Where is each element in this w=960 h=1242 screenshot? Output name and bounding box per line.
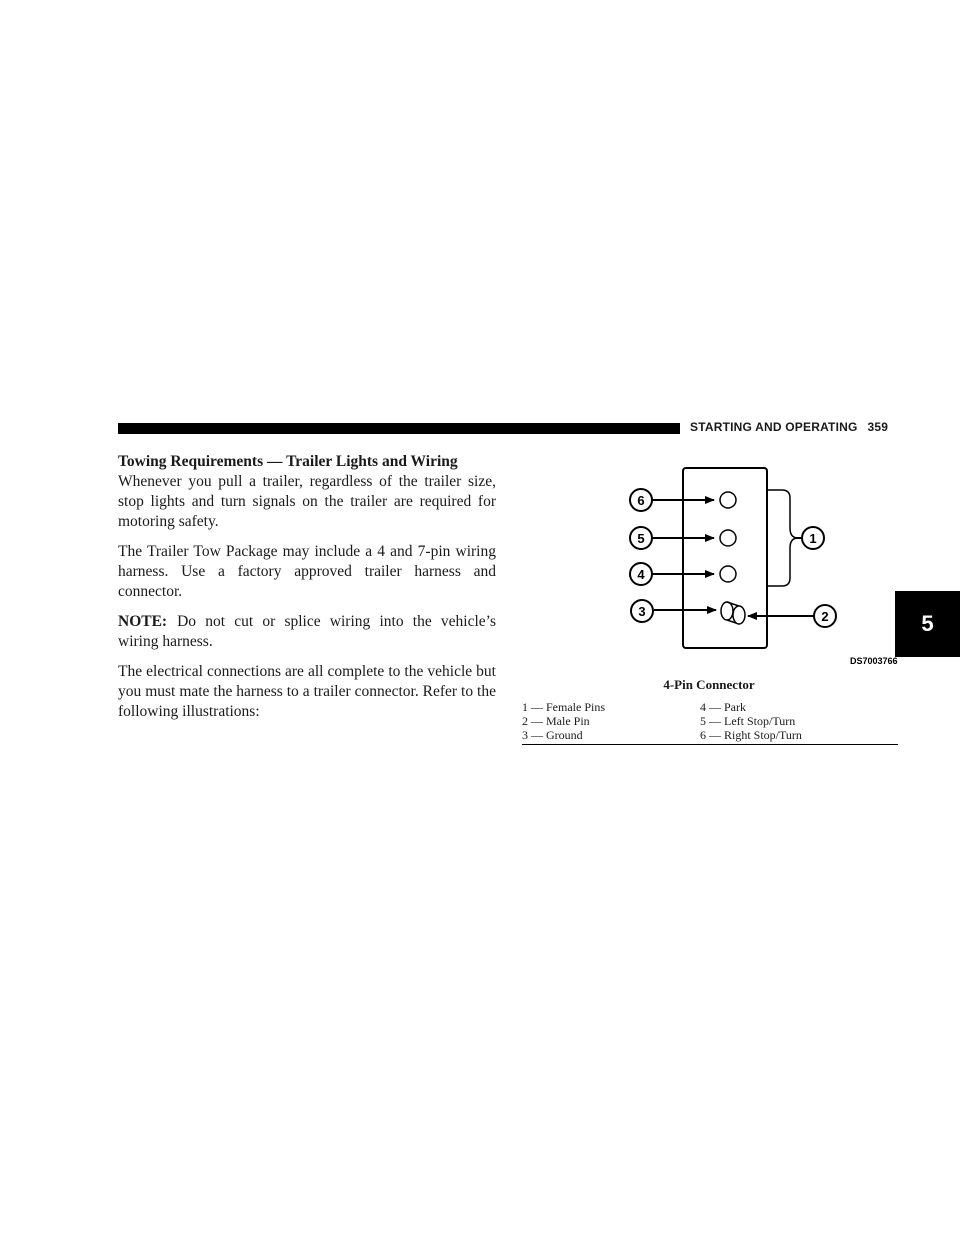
note: [118, 612, 496, 652]
body-text: [118, 452, 496, 732]
callout-3: [631, 600, 653, 622]
page-number: 359: [867, 420, 889, 434]
paragraph: The electrical connections are all complete to the vehicle but you must mate the harness to a trailer connector. Refer to the following illustrations:: [118, 663, 496, 720]
connector-illustration: [520, 460, 900, 666]
callout-1: [802, 527, 824, 549]
svg-text:2: 2: [821, 609, 829, 624]
male-pin: [721, 602, 745, 624]
female-pins-bracket: [768, 490, 798, 586]
pin-5: [720, 530, 736, 546]
callout-5: [630, 527, 652, 549]
callout-4: [630, 563, 652, 585]
svg-text:4: 4: [637, 567, 645, 582]
callout-2: [814, 605, 836, 627]
svg-text:3: 3: [638, 604, 646, 619]
running-header: [690, 420, 888, 434]
figure-caption: 4-Pin Connector: [663, 677, 755, 692]
legend-item: 3 — Ground: [522, 728, 583, 742]
legend-item: 4 — Park: [700, 700, 746, 714]
figure-code: DS7003766: [850, 656, 898, 666]
svg-text:5: 5: [637, 531, 645, 546]
connector-body: [683, 468, 767, 648]
connector-diagram: [520, 460, 900, 666]
section-title: STARTING AND OPERATING: [690, 420, 858, 434]
callout-6: [630, 489, 652, 511]
chapter-tab: 5: [895, 591, 960, 657]
pin-6: [720, 492, 736, 508]
paragraph: Whenever you pull a trailer, regardless of the trailer size, stop lights and turn signals on the trailer are required for motoring safety.: [118, 473, 496, 530]
svg-text:1: 1: [809, 531, 817, 546]
legend-item: 5 — Left Stop/Turn: [700, 714, 796, 728]
legend-item: 6 — Right Stop/Turn: [700, 728, 802, 742]
legend-row: [522, 728, 898, 742]
legend-item: 1 — Female Pins: [522, 700, 605, 714]
legend-row: [522, 714, 898, 728]
svg-text:6: 6: [637, 493, 645, 508]
header-rule: [118, 423, 680, 434]
legend-row: [522, 700, 898, 714]
figure-legend: [522, 700, 898, 745]
paragraph: The Trailer Tow Package may include a 4 and 7-pin wiring harness. Use a factory approved trailer harness and connector.: [118, 543, 496, 600]
legend-item: 2 — Male Pin: [522, 714, 590, 728]
pin-4: [720, 566, 736, 582]
note-text: Do not cut or splice wiring into the vehicle’s wiring harness.: [118, 613, 496, 650]
section-heading: Towing Requirements — Trailer Lights and Wiring: [118, 453, 458, 470]
note-label: NOTE:: [118, 613, 168, 630]
